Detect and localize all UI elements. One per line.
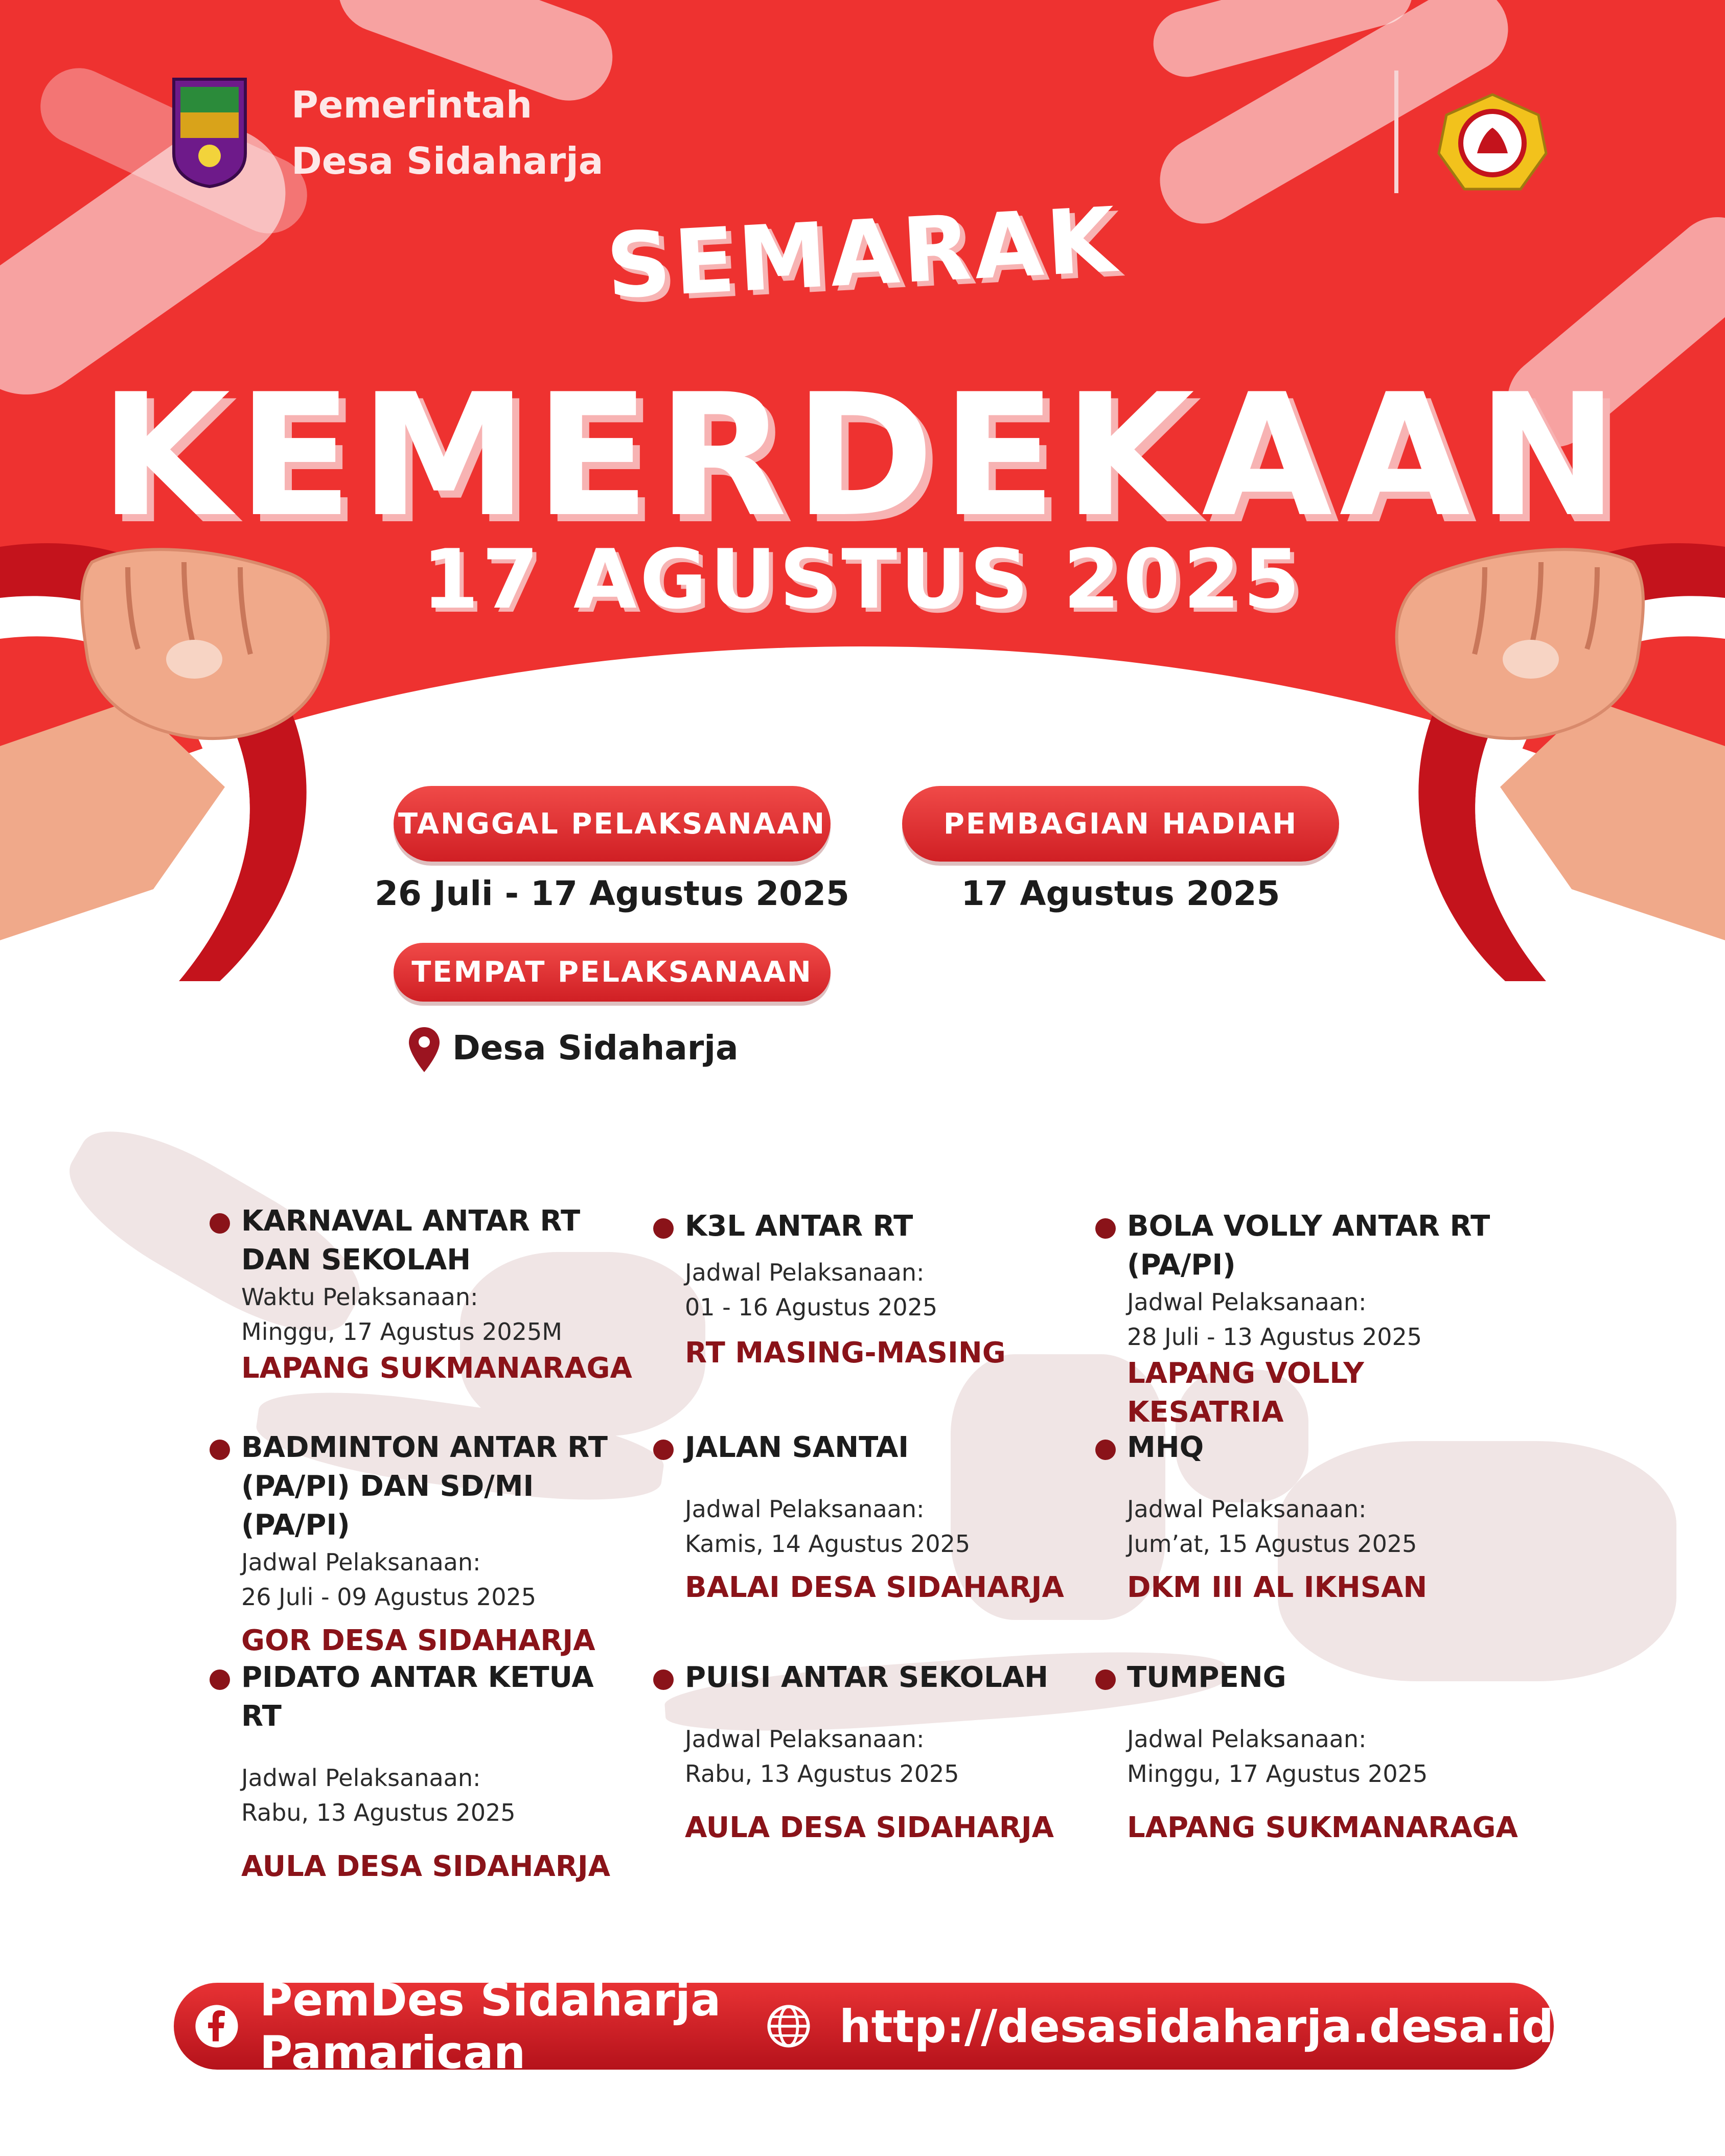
event-schedule-label: Waktu Pelaksanaan:: [241, 1283, 478, 1311]
event-schedule-label: Jadwal Pelaksanaan:: [1127, 1495, 1367, 1523]
event-name: PUISI ANTAR SEKOLAH: [685, 1661, 1048, 1694]
event-item: [241, 1658, 640, 1886]
event-schedule-label: Jadwal Pelaksanaan:: [685, 1725, 925, 1753]
org-line-2: Desa Sidaharja: [291, 140, 604, 182]
event-item: [1127, 1658, 1526, 1847]
website-link[interactable]: http://desasidaharja.desa.id: [839, 2000, 1554, 2053]
bullet-dot: [1095, 1440, 1116, 1460]
facebook-link[interactable]: PemDes Sidaharja Pamarican: [259, 1974, 721, 2079]
event-schedule-label: Jadwal Pelaksanaan:: [1127, 1288, 1367, 1316]
event-name: TUMPENG: [1127, 1661, 1286, 1694]
bullet-dot: [653, 1670, 674, 1690]
title-main: KEMERDEKAAN: [99, 358, 1626, 554]
event-place: AULA DESA SIDAHARJA: [241, 1850, 611, 1883]
tempat-pelaksanaan-badge: TEMPAT PELAKSANAAN: [394, 943, 831, 1002]
event-item: [241, 1428, 640, 1660]
title-small: SEMARAK: [604, 188, 1121, 319]
village-emblem-icon: [171, 77, 248, 189]
event-date: Kamis, 14 Agustus 2025: [685, 1530, 971, 1558]
bullet-dot: [1095, 1670, 1116, 1690]
event-name: BOLA VOLLY ANTAR RT (PA/PI): [1127, 1210, 1490, 1282]
event-place: LAPANG VOLLY KESATRIA: [1127, 1357, 1364, 1429]
event-date: Rabu, 13 Agustus 2025: [685, 1760, 959, 1788]
tanggal-pelaksanaan-badge: TANGGAL PELAKSANAAN: [394, 786, 831, 862]
event-place: LAPANG SUKMANARAGA: [1127, 1811, 1518, 1844]
globe-icon: [766, 1998, 811, 2054]
event-place: LAPANG SUKMANARAGA: [241, 1352, 632, 1385]
event-date: Minggu, 17 Agustus 2025M: [241, 1318, 562, 1346]
event-schedule-label: Jadwal Pelaksanaan:: [241, 1764, 481, 1792]
event-name: K3L ANTAR RT: [685, 1210, 913, 1243]
event-date: 28 Juli - 13 Agustus 2025: [1127, 1323, 1422, 1351]
event-item: [1127, 1428, 1526, 1607]
facebook-icon[interactable]: [194, 1998, 239, 2054]
event-item: [241, 1202, 640, 1388]
event-name: BADMINTON ANTAR RT (PA/PI) DAN SD/MI (PA/PI): [241, 1431, 608, 1542]
event-name: KARNAVAL ANTAR RT DAN SEKOLAH: [241, 1204, 581, 1277]
hadiah-value: 17 Agustus 2025: [961, 874, 1280, 913]
bullet-dot: [210, 1440, 230, 1460]
event-name: MHQ: [1127, 1431, 1204, 1464]
event-place: GOR DESA SIDAHARJA: [241, 1624, 595, 1657]
event-item: [685, 1428, 1084, 1607]
event-schedule-label: Jadwal Pelaksanaan:: [685, 1495, 925, 1523]
bullet-dot: [653, 1218, 674, 1239]
event-date: Rabu, 13 Agustus 2025: [241, 1799, 516, 1826]
event-item: [1127, 1207, 1526, 1432]
org-name: [291, 77, 603, 189]
bullet-dot: [210, 1670, 230, 1690]
event-name: PIDATO ANTAR KETUA RT: [241, 1661, 594, 1733]
tempat-value: Desa Sidaharja: [452, 1028, 739, 1068]
bullet-dot: [210, 1213, 230, 1234]
location-pin-icon: [409, 1027, 440, 1073]
event-place: RT MASING-MASING: [685, 1336, 1006, 1370]
event-item: [685, 1658, 1084, 1847]
event-date: Minggu, 17 Agustus 2025: [1127, 1760, 1428, 1788]
event-item: [685, 1207, 1084, 1373]
event-schedule-label: Jadwal Pelaksanaan:: [1127, 1725, 1367, 1753]
event-place: BALAI DESA SIDAHARJA: [685, 1571, 1064, 1604]
footer-bar: [174, 1974, 1554, 2079]
event-schedule-label: Jadwal Pelaksanaan:: [241, 1548, 481, 1576]
event-place: DKM III AL IKHSAN: [1127, 1571, 1428, 1604]
event-place: AULA DESA SIDAHARJA: [685, 1811, 1054, 1844]
tanggal-value: 26 Juli - 17 Agustus 2025: [375, 874, 849, 913]
bullet-dot: [653, 1440, 674, 1460]
title-date: 17 AGUSTUS 2025: [422, 531, 1303, 627]
event-schedule-label: Jadwal Pelaksanaan:: [685, 1259, 925, 1286]
pembagian-hadiah-badge: PEMBAGIAN HADIAH: [902, 786, 1339, 862]
event-name: JALAN SANTAI: [685, 1431, 909, 1464]
event-date: 26 Juli - 09 Agustus 2025: [241, 1583, 537, 1611]
org-line-1: Pemerintah: [291, 83, 533, 126]
event-date: 01 - 16 Agustus 2025: [685, 1293, 938, 1321]
bullet-dot: [1095, 1218, 1116, 1239]
event-date: Jum’at, 15 Agustus 2025: [1127, 1530, 1417, 1558]
